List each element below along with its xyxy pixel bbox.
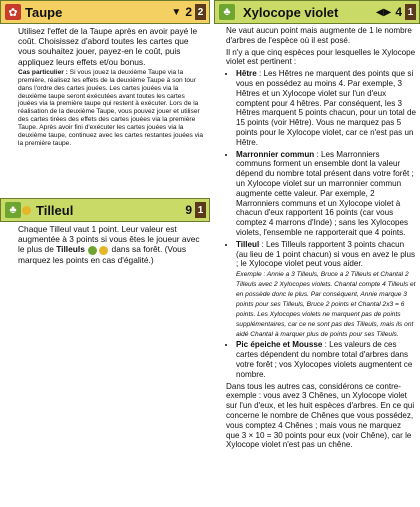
taupe-body [0,24,210,198]
tree-icon [88,246,97,255]
tree-icon: ♣ [219,4,235,20]
item-name: Tilleul [236,239,260,249]
flower-icon: ✿ [5,4,21,20]
item-text: : Les Marronniers communs forment un ensemble dont la valeur dépend du nombre total présent dans votre forêt ; un Xylocope violet sur un marronnier commun augmente cette valeur. Par exemple, 2 Marronniers communs et un Xylocope violet à chacun d'eux rapportent 16 points (car vous comptez 4 marrons d'Inde) ; sans les Xylocopes violets, l'ensemble ne rapporterait que 4 points. [236,149,414,237]
right-column [214,0,420,452]
tilleul-badge: 1 [195,202,206,218]
item-name: Marronnier commun [236,149,315,159]
taupe-header [0,0,210,24]
xylo-badge: 1 [405,4,416,20]
item-text: : Les valeurs de ces cartes dépendent du nombre total d'arbres dans votre forêt ; vos Xylocopes violets augmentent ce nombre. [236,340,413,379]
list-item [236,150,416,238]
tilleul-text-a: Chaque Tilleul vaut 1 point. Leur valeur est augmentée à 3 points si vous êtes le joueur avec le plus de [18,224,200,255]
list-item [236,240,416,339]
taupe-special-text: Si vous jouez la deuxième Taupe via la première, réalisez les effets de la deuxième Taupe à son tour dans l'ordre des cartes jouées. Les cartes jouées via la deuxième taupe seront exécutées avant toutes les cartes jouées via la première taupe qui restent à exécuter. Lors de la réalisation de la deuxième Taupe, vous pouvez jouer et utiliser des cartes tirées des effets des cartes jouées via la première Taupe. Après avoir fini d'exécuter les cartes jouées via la deuxième taupe, continuez avec les cartes restantes jouées via la première taupe. [18,68,204,147]
left-column [0,0,210,267]
xylo-p3: Dans tous les autres cas, considérons ce contre-exemple : vous avez 3 Chênes, un Xylocope violet sur l'un d'eux, et les huit espèces d'arbres. En ce qui concerne le nombre de Chênes que vous possédez, vous comptez 4 Chênes ; mais vous ne marquez que 3 × 10 = 30 points pour eux (voir Chêne), car le Xylocope violet n'est pas un chêne. [226,381,415,450]
tilleul-text-b: dans sa forêt. (Vous marquez les points en cas d'égalité.) [18,244,187,265]
tilleul-bold: Tilleuls [56,244,85,255]
tilleul-title: Tilleul [36,202,74,218]
list-item [236,340,416,379]
left-right-arrows-icon: ◀▶ [375,6,392,18]
item-name: Hêtre [236,69,257,79]
xylo-title: Xylocope violet [243,4,339,20]
taupe-count: 2 [185,5,192,19]
xylo-body [214,24,420,450]
item-name: Pic épeiche et Mousse [236,340,323,350]
sun-icon [99,246,108,255]
down-triangle-icon: ▼ [171,6,182,18]
sun-icon [22,206,31,215]
item-text: : Les Hêtres ne marquent des points que si vous en possédez au moins 4. Par exemple, 3 Hêtres et un Xylocope violet sur l'un d'eux comptent pour 4 hêtres. Par conséquent, les 3 Hêtres marquent 5 points chacun, pour un total de 15 points (voir Hêtre). Vous ne marquez pas 5 points pour le Xylocope violet, car ce n'est pas un Hêtre. [236,69,416,147]
item-text: : Les Tilleuls rapportent 3 points chacun (au lieu de 1 point chacun) si vous en avez le plus ; le Xylocope violet peut vous aider. [236,239,416,269]
taupe-para: Utilisez l'effet de la Taupe après en avoir payé le coût. Choisissez d'abord toutes les cartes que vous souhaitez jouer, payez-en le coût, puis appliquez leurs effets et/ou bonus. [18,26,198,67]
xylo-header [214,0,420,24]
taupe-title: Taupe [25,4,63,20]
tilleul-header [0,198,210,222]
tilleul-text [18,224,204,265]
xylo-p2: Il n'y a que cinq espèces pour lesquelles le Xylocope violet est pertinent : [226,47,416,67]
tilleul-count: 9 [185,203,192,217]
tree-icon: ♣ [5,202,21,218]
taupe-special [18,69,204,148]
xylo-list [226,69,416,379]
xylo-p1: Ne vaut aucun point mais augmente de 1 le nombre d'arbres de l'espèce où il est posé. [226,26,412,45]
tilleul-body [0,222,210,265]
taupe-special-title: Cas particulier : [18,68,68,76]
item-example: Exemple : Annie a 3 Tilleuls, Bruce a 2 Tilleuls et Chantal 2 Tilleuls avec 2 Xylocopes violets. Chantal compte 4 Tilleuls et en possède donc le plus. Par conséquent, Annie marque 3 points pour ses Tilleuls, Bruce 2 points et Chantal 2x3 = 6 points. Les Xylocopes violets ne marquent pas de points supplémentaires, car ce ne sont pas des Tilleuls, mais ils ont aidé Chantal à marquer plus de points pour ses Tilleuls. [236,271,416,338]
taupe-badge: 2 [195,4,206,20]
list-item [236,69,416,147]
xylo-count: 4 [395,5,402,19]
